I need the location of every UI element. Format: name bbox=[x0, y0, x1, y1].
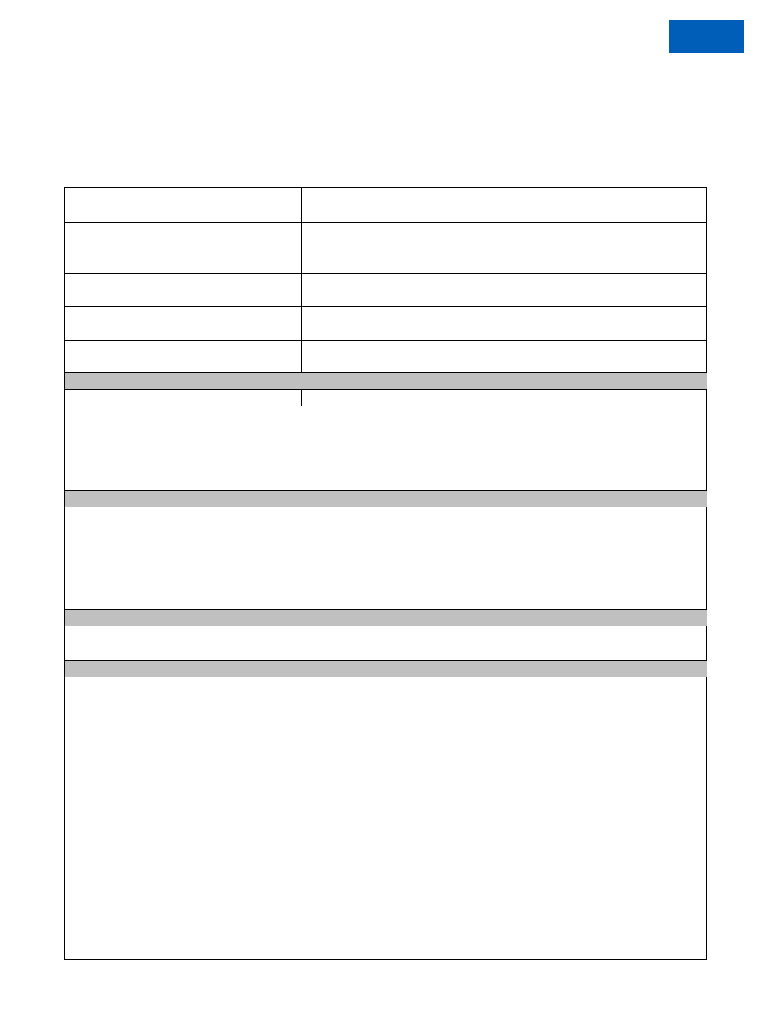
submitter-label bbox=[65, 222, 301, 273]
nhs-logo bbox=[669, 20, 744, 53]
submitter-field[interactable] bbox=[301, 222, 707, 273]
annual-assessments-heading bbox=[65, 372, 707, 389]
previous-placements-heading bbox=[65, 490, 707, 507]
outcome-header bbox=[301, 389, 707, 406]
trainee-name-field[interactable] bbox=[301, 188, 707, 222]
trainee-name-label bbox=[65, 188, 301, 222]
ntn-field[interactable] bbox=[301, 306, 707, 340]
wpba-heading bbox=[65, 660, 707, 677]
dates-header bbox=[65, 389, 301, 406]
gmc-label bbox=[65, 340, 301, 372]
report-form bbox=[64, 187, 707, 960]
ntn-label bbox=[65, 306, 301, 340]
current-placement-heading bbox=[65, 609, 707, 626]
gmc-field[interactable] bbox=[301, 340, 707, 372]
programme-label bbox=[65, 273, 301, 306]
programme-field[interactable] bbox=[301, 273, 707, 306]
